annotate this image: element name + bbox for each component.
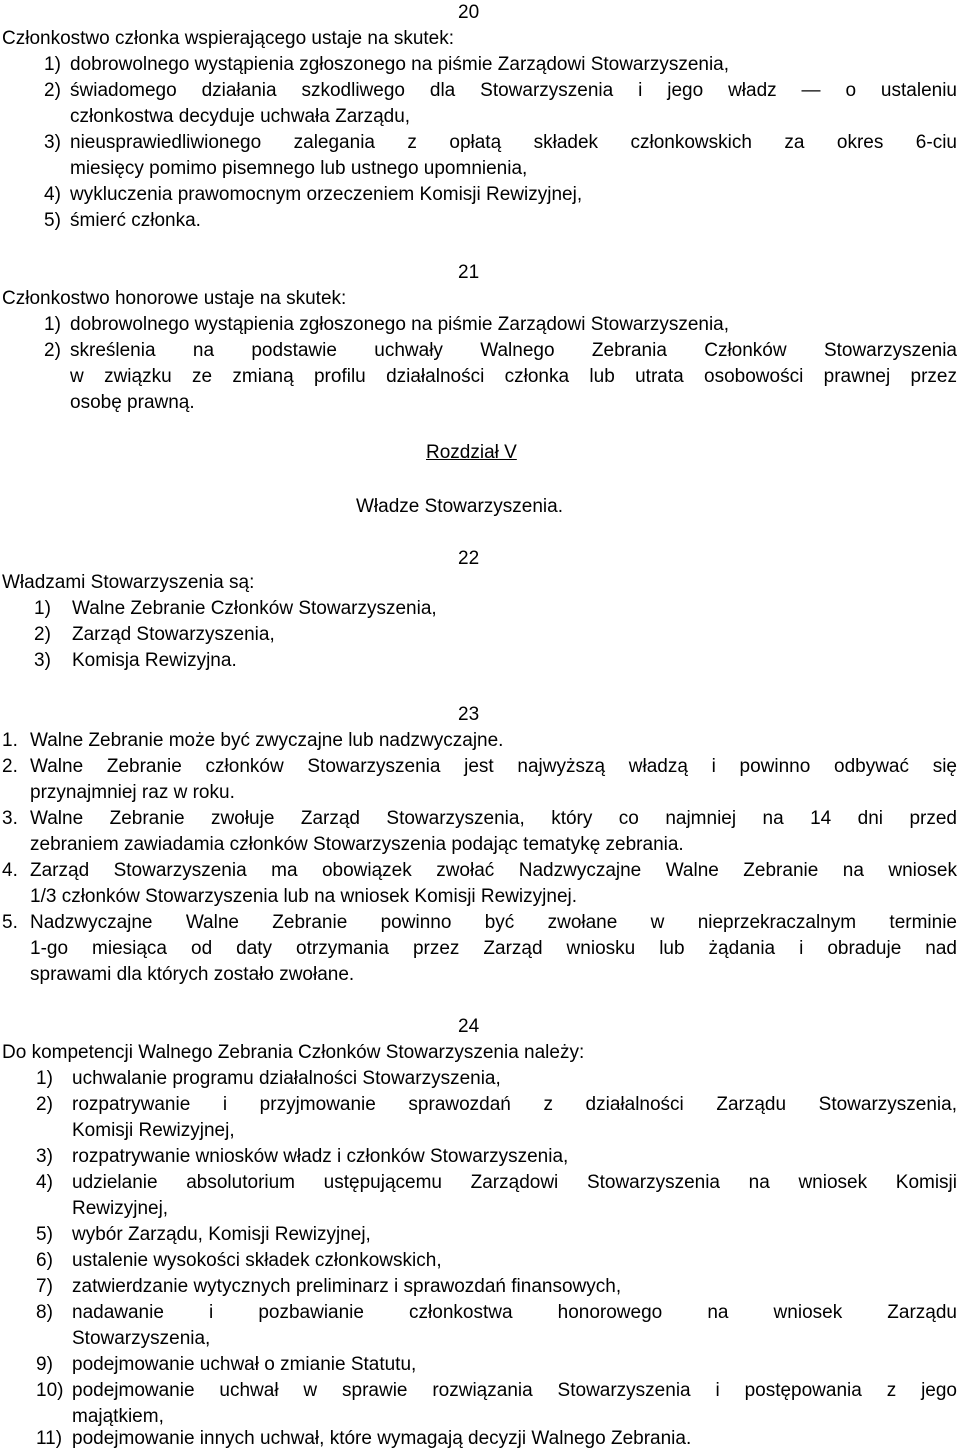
list-item: Komisja Rewizyjna. — [72, 650, 237, 671]
list-item: rozpatrywanie wniosków władz i członków Stowarzyszenia, — [72, 1146, 569, 1167]
item-number: 2. — [2, 756, 18, 777]
list-item: Zarząd Stowarzyszenia ma obowiązek zwołać Nadzwyczajne Walne Zebranie na wniosek — [30, 860, 957, 881]
item-number: 4) — [36, 1172, 53, 1193]
section-number: 20 — [458, 2, 480, 23]
list-item: dobrowolnego wystąpienia zgłoszonego na piśmie Zarządowi Stowarzyszenia, — [70, 314, 730, 335]
list-item: śmierć członka. — [70, 210, 201, 231]
item-number: 5. — [2, 912, 18, 933]
list-item: ustalenie wysokości składek członkowskich, — [72, 1250, 442, 1271]
list-item: nadawanie i pozbawianie członkostwa honorowego na wniosek Zarządu — [72, 1302, 957, 1323]
list-item: Nadzwyczajne Walne Zebranie powinno być zwołane w nieprzekraczalnym terminie — [30, 912, 957, 933]
list-item: świadomego działania szkodliwego dla Stowarzyszenia i jego władz — o ustaleniu — [70, 80, 957, 101]
section-21-heading — [458, 260, 479, 286]
item-number: 3) — [34, 650, 51, 671]
item-number: 1. — [2, 730, 18, 751]
item-number: 6) — [36, 1250, 53, 1271]
section-21-intro: Członkostwo honorowe ustaje na skutek: — [2, 288, 347, 309]
list-item-continuation: zebraniem zawiadamia członków Stowarzyszenia podając tematykę zebrania. — [30, 834, 684, 855]
item-number: 5) — [36, 1224, 53, 1245]
item-number: 4. — [2, 860, 18, 881]
list-item: podejmowanie uchwał o zmianie Statutu, — [72, 1354, 417, 1375]
list-item-continuation: członkostwa decyduje uchwała Zarządu, — [70, 106, 411, 127]
item-number: 2) — [36, 1094, 53, 1115]
item-number: 2) — [34, 624, 51, 645]
item-number: 11) — [36, 1428, 63, 1449]
item-number: 3) — [44, 132, 61, 153]
item-number: 1) — [36, 1068, 53, 1089]
list-item: Walne Zebranie Członków Stowarzyszenia, — [72, 598, 437, 619]
item-number: 10) — [36, 1380, 64, 1401]
list-item: Walne Zebranie członków Stowarzyszenia jest najwyższą władzą i powinno odbywać się — [30, 756, 957, 777]
section-23-heading — [458, 702, 479, 728]
list-item-continuation: przynajmniej raz w roku. — [30, 782, 235, 803]
list-item-continuation: w związku ze zmianą profilu działalności członka lub utrata osobowości prawnej przez — [70, 366, 957, 387]
section-number: 24 — [458, 1016, 480, 1037]
list-item: Zarząd Stowarzyszenia, — [72, 624, 275, 645]
section-24-intro: Do kompetencji Walnego Zebrania Członków Stowarzyszenia należy: — [2, 1042, 585, 1063]
item-number: 1) — [34, 598, 51, 619]
item-number: 1) — [44, 54, 61, 75]
list-item: podejmowanie uchwał w sprawie rozwiązania Stowarzyszenia i postępowania z jego — [72, 1380, 957, 1401]
list-item-continuation: majątkiem, — [72, 1406, 164, 1427]
list-item-continuation: Komisji Rewizyjnej, — [72, 1120, 235, 1141]
list-item: zatwierdzanie wytycznych preliminarz i sprawozdań finansowych, — [72, 1276, 622, 1297]
list-item-continuation: Rewizyjnej, — [72, 1198, 169, 1219]
item-number: 1) — [44, 314, 61, 335]
list-item-continuation: osobę prawną. — [70, 392, 195, 413]
list-item: uchwalanie programu działalności Stowarzyszenia, — [72, 1068, 501, 1089]
list-item-continuation: sprawami dla których zostało zwołane. — [30, 964, 355, 985]
section-number: 21 — [458, 262, 480, 283]
section-20-intro: Członkostwo członka wspierającego ustaje na skutek: — [2, 28, 455, 49]
list-item-continuation: Stowarzyszenia, — [72, 1328, 211, 1349]
list-item: nieusprawiedliwionego zalegania z opłatą składek członkowskich za okres 6-ciu — [70, 132, 957, 153]
item-number: 4) — [44, 184, 61, 205]
item-number: 5) — [44, 210, 61, 231]
item-number: 3) — [36, 1146, 53, 1167]
list-item: udzielanie absolutorium ustępującemu Zarządowi Stowarzyszenia na wniosek Komisji — [72, 1172, 957, 1193]
list-item-continuation: 1/3 członków Stowarzyszenia lub na wniosek Komisji Rewizyjnej. — [30, 886, 578, 907]
list-item: wybór Zarządu, Komisji Rewizyjnej, — [72, 1224, 371, 1245]
list-item: Walne Zebranie zwołuje Zarząd Stowarzyszenia, który co najmniej na 14 dni przed — [30, 808, 957, 829]
item-number: 7) — [36, 1276, 53, 1297]
item-number: 8) — [36, 1302, 53, 1323]
list-item-continuation: miesięcy pomimo pisemnego lub ustnego upomnienia, — [70, 158, 528, 179]
list-item: dobrowolnego wystąpienia zgłoszonego na piśmie Zarządowi Stowarzyszenia, — [70, 54, 730, 75]
section-24-heading — [458, 1014, 479, 1040]
list-item: rozpatrywanie i przyjmowanie sprawozdań z działalności Zarządu Stowarzyszenia, — [72, 1094, 957, 1115]
section-22-intro: Władzami Stowarzyszenia są: — [2, 572, 255, 593]
chapter-subtitle: Władze Stowarzyszenia. — [356, 496, 563, 517]
item-number: 9) — [36, 1354, 53, 1375]
item-number: 2) — [44, 340, 61, 361]
section-number: 22 — [458, 548, 480, 569]
list-item: wykluczenia prawomocnym orzeczeniem Komisji Rewizyjnej, — [70, 184, 583, 205]
list-item: Walne Zebranie może być zwyczajne lub nadzwyczajne. — [30, 730, 504, 751]
section-22-heading — [458, 546, 479, 572]
section-number: 23 — [458, 704, 480, 725]
list-item: skreślenia na podstawie uchwały Walnego Zebrania Członków Stowarzyszenia — [70, 340, 957, 361]
list-item: podejmowanie innych uchwał, które wymagają decyzji Walnego Zebrania. — [72, 1428, 692, 1449]
chapter-title: Rozdział V — [426, 442, 517, 463]
item-number: 2) — [44, 80, 61, 101]
section-20-heading — [458, 0, 479, 26]
item-number: 3. — [2, 808, 18, 829]
list-item-continuation: 1-go miesiąca od daty otrzymania przez Zarząd wniosku lub żądania i obraduje nad — [30, 938, 957, 959]
